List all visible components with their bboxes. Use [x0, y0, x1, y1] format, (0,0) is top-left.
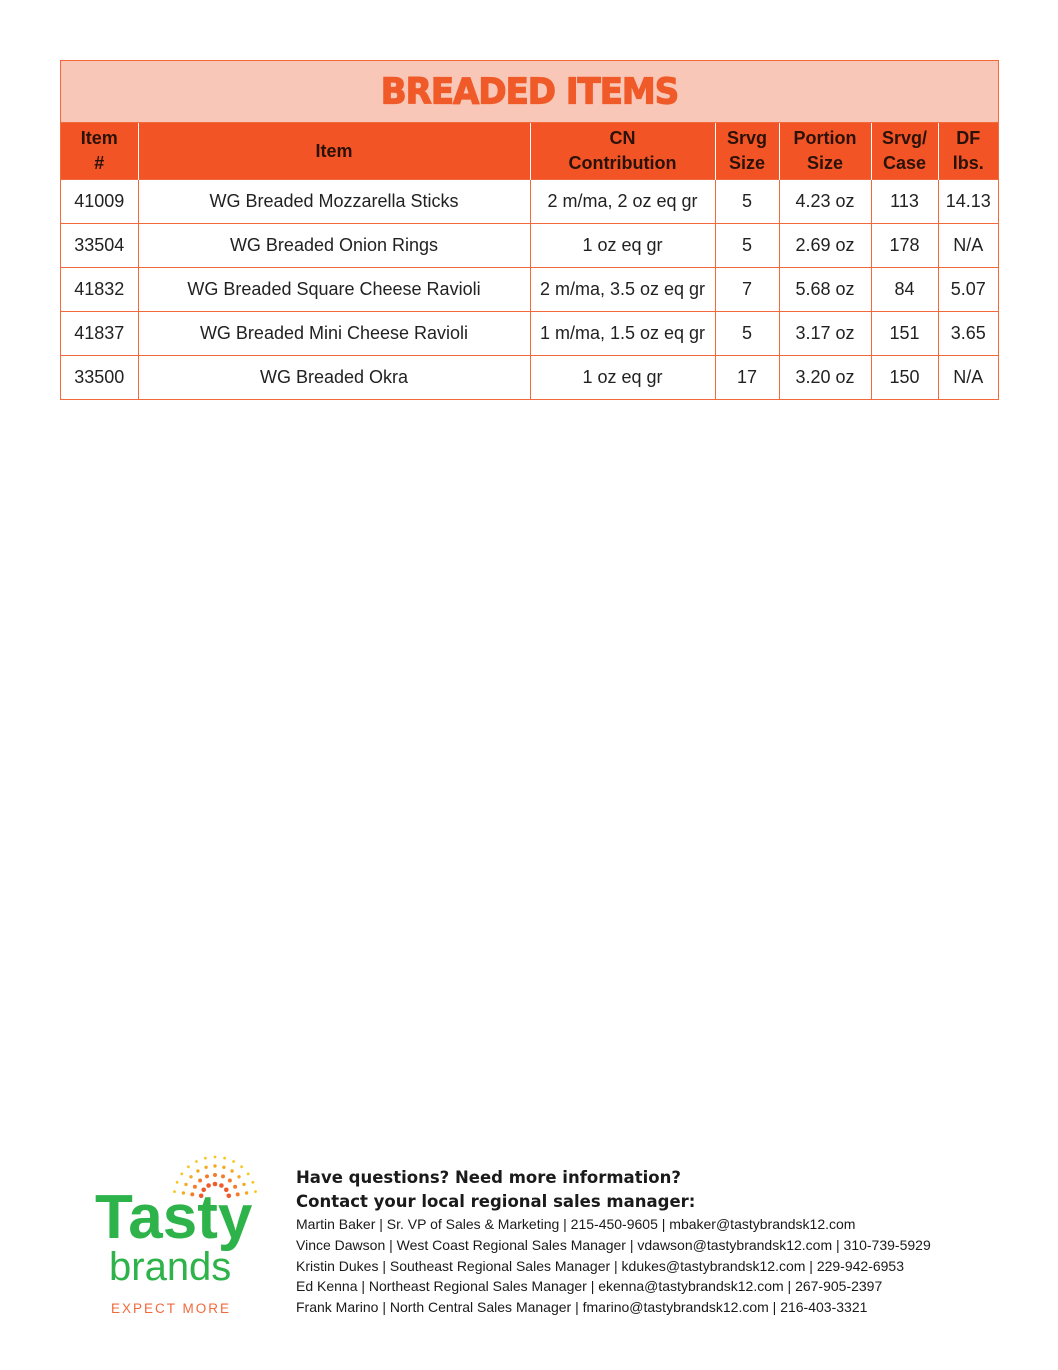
col-header-cn-contribution — [530, 123, 715, 180]
cell-srvg-case: 113 — [871, 180, 938, 224]
sunburst-dot — [187, 1165, 190, 1168]
contact-line: Frank Marino | North Central Sales Manager | fmarino@tastybrandsk12.com | 216-403-3321 — [296, 1299, 868, 1316]
header-line: Srvg/ — [881, 128, 928, 148]
cell-portion-size: 2.69 oz — [779, 224, 871, 268]
header-line: lbs. — [952, 153, 984, 173]
contact-block — [296, 1166, 1016, 1318]
cell-srvg-case: 178 — [871, 224, 938, 268]
cell-cn-contribution: 2 m/ma, 3.5 oz eq gr — [530, 268, 715, 312]
cell-df-lbs: 5.07 — [938, 268, 998, 312]
breaded-items-table — [60, 60, 999, 400]
sunburst-dot — [254, 1190, 257, 1193]
header-line: Size — [806, 153, 844, 173]
sunburst-dot — [237, 1175, 240, 1178]
col-header-srvg-size — [715, 123, 779, 180]
cell-portion-size: 3.20 oz — [779, 356, 871, 400]
table-row — [61, 268, 998, 312]
cell-item-number: 33500 — [61, 356, 138, 400]
table-title: BREADED ITEMS — [380, 70, 679, 113]
cell-srvg-case: 150 — [871, 356, 938, 400]
cell-item-name: WG Breaded Mini Cheese Ravioli — [138, 312, 530, 356]
cell-srvg-size: 5 — [715, 312, 779, 356]
sunburst-dot — [240, 1165, 243, 1168]
cell-df-lbs: 14.13 — [938, 180, 998, 224]
sunburst-dot — [230, 1169, 233, 1172]
header-line: DF — [956, 128, 981, 148]
table-row — [61, 356, 998, 400]
cell-srvg-size: 7 — [715, 268, 779, 312]
col-header-df-lbs — [938, 123, 998, 180]
sunburst-dot — [195, 1160, 198, 1163]
col-header-item-number — [61, 123, 138, 180]
sunburst-dot — [222, 1166, 225, 1169]
cell-cn-contribution: 2 m/ma, 2 oz eq gr — [530, 180, 715, 224]
tasty-brands-logo — [95, 1150, 275, 1320]
cell-df-lbs: 3.65 — [938, 312, 998, 356]
header-line: Contribution — [568, 153, 677, 173]
logo-wordmark-brands: brands — [109, 1245, 232, 1289]
sunburst-dot — [198, 1179, 202, 1183]
sunburst-dot — [213, 1164, 216, 1167]
sunburst-dots-icon — [95, 1150, 275, 1320]
cell-item-number: 41009 — [61, 180, 138, 224]
cell-cn-contribution: 1 oz eq gr — [530, 224, 715, 268]
table-title-bar — [61, 61, 998, 123]
logo-tagline: EXPECT MORE — [111, 1301, 232, 1316]
header-row — [61, 123, 998, 180]
header-line: Item — [315, 140, 353, 161]
cell-portion-size: 4.23 oz — [779, 180, 871, 224]
sunburst-dot — [221, 1174, 225, 1178]
contact-line: Vince Dawson | West Coast Regional Sales Manager | vdawson@tastybrandsk12.com | 310-739-5929 — [296, 1236, 931, 1253]
cell-portion-size: 3.17 oz — [779, 312, 871, 356]
cell-item-name: WG Breaded Onion Rings — [138, 224, 530, 268]
sunburst-dot — [223, 1157, 226, 1160]
cell-portion-size: 5.68 oz — [779, 268, 871, 312]
items-table — [61, 123, 998, 399]
sunburst-dot — [204, 1157, 207, 1160]
header-line: Srvg — [726, 128, 768, 148]
table-row — [61, 312, 998, 356]
cell-srvg-size: 5 — [715, 224, 779, 268]
cell-item-number: 41832 — [61, 268, 138, 312]
sunburst-dot — [204, 1166, 207, 1169]
sunburst-dot — [180, 1173, 183, 1176]
sunburst-dot — [228, 1179, 232, 1183]
sunburst-dot — [247, 1173, 250, 1176]
cell-item-name: WG Breaded Mozzarella Sticks — [138, 180, 530, 224]
sunburst-dot — [213, 1173, 217, 1177]
cell-item-name: WG Breaded Square Cheese Ravioli — [138, 268, 530, 312]
sunburst-dot — [214, 1156, 217, 1159]
cell-item-number: 33504 — [61, 224, 138, 268]
header-line: Case — [882, 153, 927, 173]
cell-df-lbs: N/A — [938, 356, 998, 400]
header-line: Item — [80, 128, 118, 148]
header-line: Size — [728, 153, 766, 173]
contact-heading: Contact your local regional sales manager: — [296, 1192, 696, 1211]
contact-question: Have questions? Need more information? — [296, 1168, 681, 1187]
contact-line: Ed Kenna | Northeast Regional Sales Manager | ekenna@tastybrandsk12.com | 267-905-2397 — [296, 1278, 883, 1295]
cell-srvg-size: 5 — [715, 180, 779, 224]
cell-item-number: 41837 — [61, 312, 138, 356]
header-line: # — [94, 153, 105, 173]
cell-srvg-case: 84 — [871, 268, 938, 312]
sunburst-dot — [205, 1174, 209, 1178]
cell-cn-contribution: 1 m/ma, 1.5 oz eq gr — [530, 312, 715, 356]
sunburst-dot — [189, 1175, 192, 1178]
header-line: Portion — [793, 128, 857, 148]
header-line: CN — [609, 128, 636, 148]
col-header-srvg-case — [871, 123, 938, 180]
cell-srvg-case: 151 — [871, 312, 938, 356]
contact-line: Kristin Dukes | Southeast Regional Sales Manager | kdukes@tastybrandsk12.com | 229-942-6953 — [296, 1257, 905, 1274]
contact-line: Martin Baker | Sr. VP of Sales & Marketing | 215-450-9605 | mbaker@tastybrandsk12.com — [296, 1216, 856, 1232]
sunburst-dot — [196, 1169, 199, 1172]
cell-cn-contribution: 1 oz eq gr — [530, 356, 715, 400]
logo-wordmark-tasty: Tasty — [95, 1183, 253, 1252]
cell-srvg-size: 17 — [715, 356, 779, 400]
table-row — [61, 180, 998, 224]
cell-df-lbs: N/A — [938, 224, 998, 268]
table-row — [61, 224, 998, 268]
sunburst-dot — [232, 1160, 235, 1163]
col-header-portion-size — [779, 123, 871, 180]
cell-item-name: WG Breaded Okra — [138, 356, 530, 400]
col-header-item — [138, 123, 530, 180]
